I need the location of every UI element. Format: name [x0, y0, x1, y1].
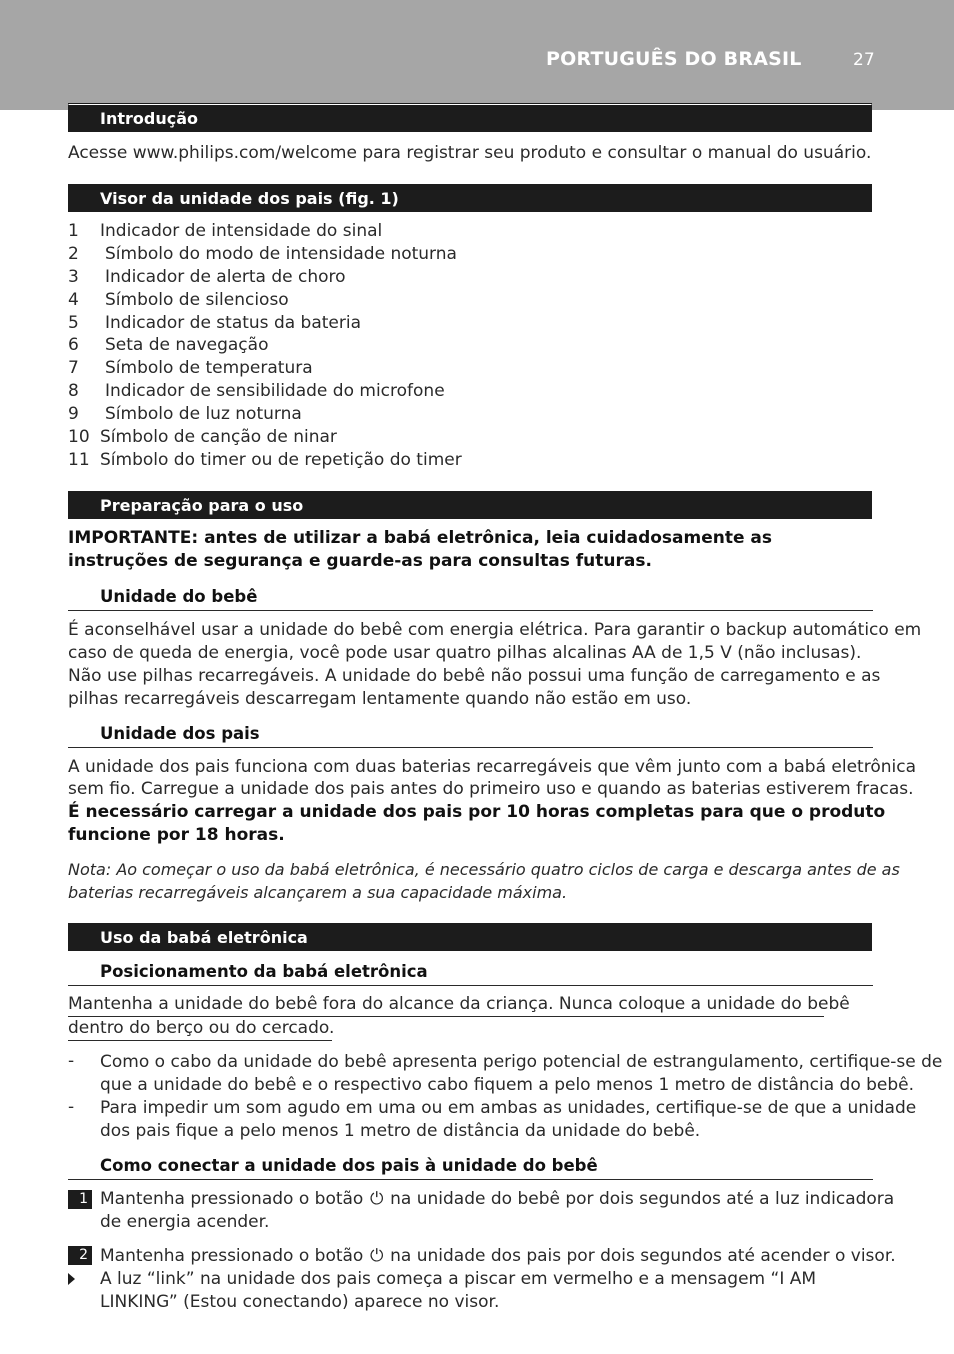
important-notice-line-2: instruções de segurança e guarde-as para consultas futuras. [68, 551, 652, 571]
warning-line-1: Mantenha a unidade do bebê fora do alcance da criança. Nunca coloque a unidade do bebê [68, 993, 824, 1017]
important-notice-line-1: IMPORTANTE: antes de utilizar a babá eletrônica, leia cuidadosamente as [68, 528, 773, 548]
section-intro-heading: Introdução [68, 104, 872, 132]
page-number: 27 [853, 50, 875, 70]
warning-line-2: dentro do berço ou do cercado. [68, 1017, 332, 1041]
bullet-dash: - [68, 1097, 75, 1117]
charging-notice-line-1: É necessário carregar a unidade dos pais por 10 horas completas para que o produto [68, 802, 886, 822]
intro-text: Acesse www.philips.com/welcome para registrar seu produto e consultar o manual do usuário. [68, 143, 872, 163]
parent-unit-text: A unidade dos pais funciona com duas baterias recarregáveis que vêm junto com a babá eletrônica [68, 757, 916, 777]
bullet-dash: - [68, 1051, 75, 1071]
result-arrow-icon [68, 1273, 75, 1285]
subheading-connect: Como conectar a unidade dos pais à unidade do bebê [68, 1153, 873, 1180]
section-usage-heading: Uso da babá eletrônica [68, 923, 872, 951]
subheading-baby-unit: Unidade do bebê [68, 584, 873, 611]
step-number-1: 1 [68, 1190, 92, 1209]
bullet-text: Para impedir um som agudo em uma ou em ambas as unidades, certifique-se de que a unidade [100, 1098, 917, 1118]
language-header: PORTUGUÊS DO BRASIL [546, 48, 802, 70]
baby-unit-text: caso de queda de energia, você pode usar quatro pilhas alcalinas AA de 1,5 V (não inclusas). [68, 643, 862, 663]
note-line-2: baterias recarregáveis alcançarem a sua capacidade máxima. [68, 883, 568, 902]
step-1-text: Mantenha pressionado o botão ⏻ na unidade do bebê por dois segundos até a luz indicadora [100, 1189, 895, 1209]
subheading-parent-unit: Unidade dos pais [68, 721, 873, 748]
result-text-line-2: LINKING” (Estou conectando) aparece no visor. [100, 1292, 500, 1312]
baby-unit-text: pilhas recarregáveis descarregam lentamente quando não estão em uso. [68, 689, 692, 709]
step-2-text: Mantenha pressionado o botão ⏻ na unidade dos pais por dois segundos até acender o visor. [100, 1246, 896, 1266]
parent-unit-text: sem fio. Carregue a unidade dos pais antes do primeiro uso e quando as baterias estiverem fracas. [68, 779, 914, 799]
note-line-1: Nota: Ao começar o uso da babá eletrônica, é necessário quatro ciclos de carga e descarga antes de as [68, 860, 900, 879]
section-prep-heading: Preparação para o uso [68, 491, 872, 519]
power-icon: ⏻ [370, 1189, 384, 1209]
section-display-heading: Visor da unidade dos pais (fig. 1) [68, 184, 872, 212]
bullet-text: dos pais fique a pelo menos 1 metro de distância da unidade do bebê. [100, 1121, 701, 1141]
subheading-positioning: Posicionamento da babá eletrônica [68, 959, 873, 986]
step-number-2: 2 [68, 1246, 92, 1265]
baby-unit-text: É aconselhável usar a unidade do bebê com energia elétrica. Para garantir o backup automático em [68, 620, 922, 640]
page-header-band [0, 0, 954, 110]
baby-unit-text: Não use pilhas recarregáveis. A unidade do bebê não possui uma função de carregamento e as [68, 666, 881, 686]
bullet-text: que a unidade do bebê e o respectivo cabo fiquem a pelo menos 1 metro de distância do bebê. [100, 1075, 915, 1095]
bullet-text: Como o cabo da unidade do bebê apresenta perigo potencial de estrangulamento, certifique-se de [100, 1052, 943, 1072]
charging-notice-line-2: funcione por 18 horas. [68, 825, 285, 845]
result-text-line-1: A luz “link” na unidade dos pais começa a piscar em vermelho e a mensagem “I AM [100, 1269, 817, 1289]
step-1-text-cont: de energia acender. [100, 1212, 270, 1232]
power-icon: ⏻ [370, 1246, 384, 1266]
